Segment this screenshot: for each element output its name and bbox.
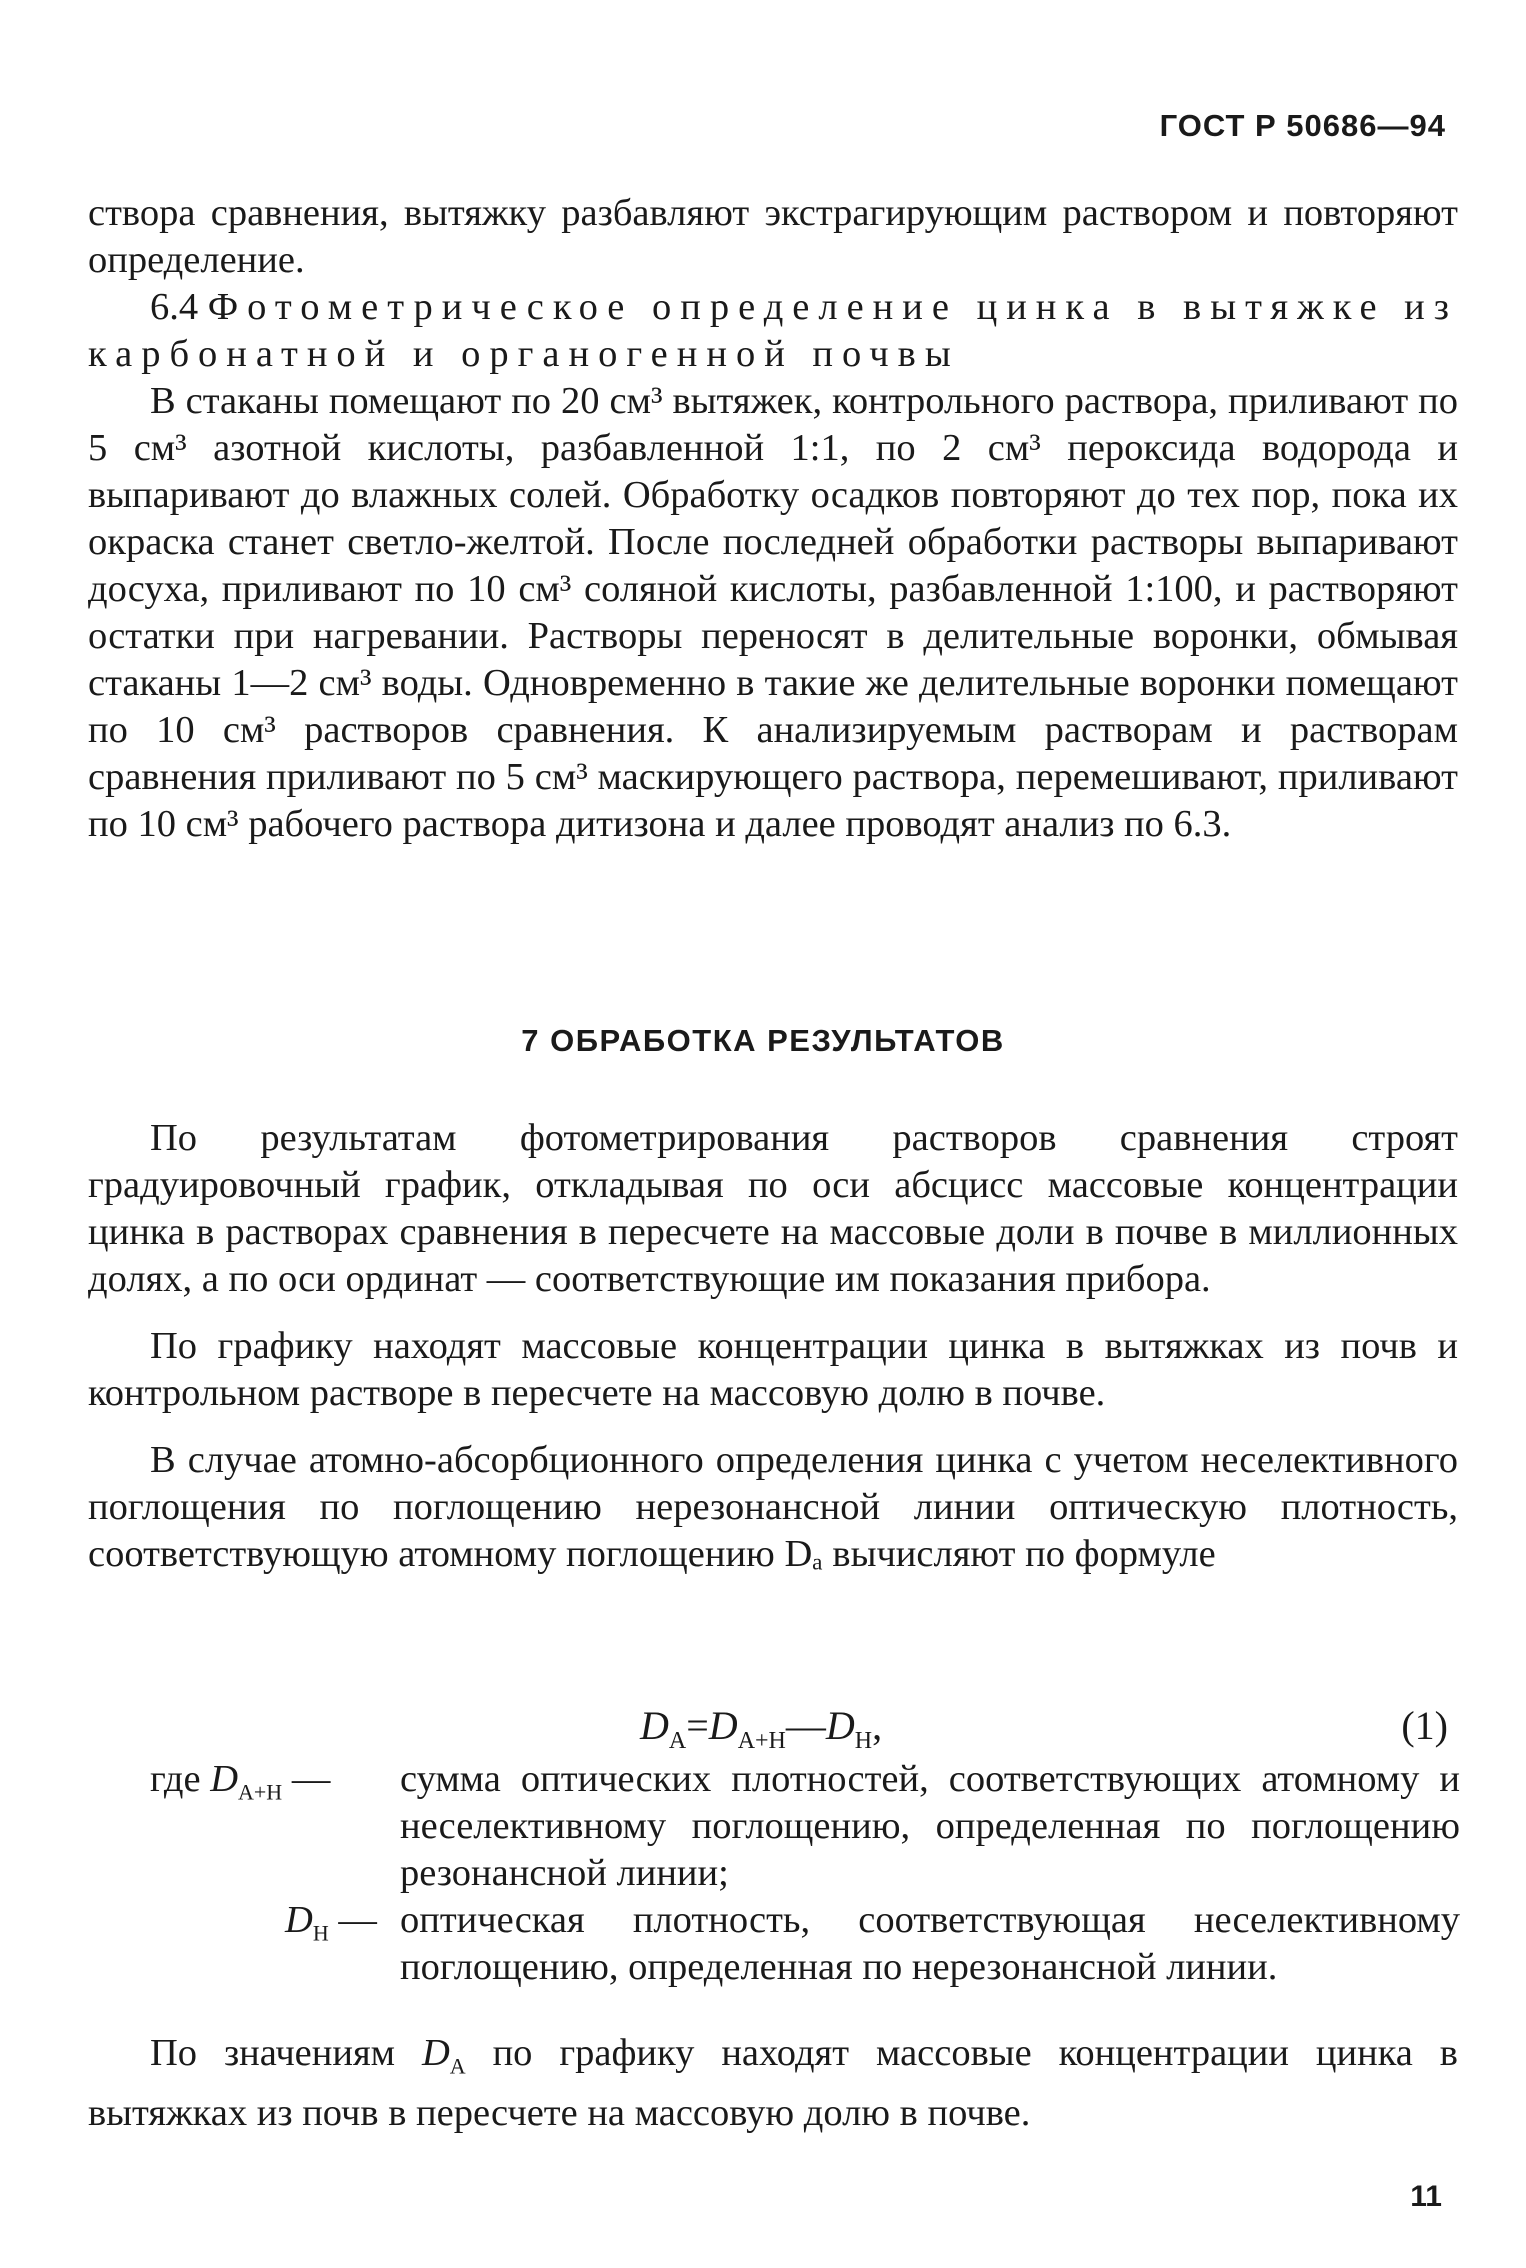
final-symbol: D — [421, 2032, 450, 2074]
where-def-1: сумма оптических плотностей, соответствующих атомному и неселективному поглощению, определенная по поглощению резонансной линии; — [400, 1758, 1460, 1894]
section-title: 7 ОБРАБОТКА РЕЗУЛЬТАТОВ — [521, 1023, 1005, 1058]
formula-sub-h: H — [854, 1728, 873, 1754]
where-block — [150, 1756, 1460, 1991]
formula-number: (1) — [1401, 1703, 1448, 1748]
top-section — [88, 190, 1458, 848]
formula-symbol-d-a: D — [640, 1703, 669, 1748]
paragraph-continuation: створа сравнения, вытяжку разбавляют экстрагирующим раствором и повторяют определение. — [88, 192, 1458, 281]
paragraph-graph: По результатам фотометрирования растворов сравнения строят градуировочный график, откладывая по оси абсцисс массовые концентрации цинка в растворах сравнения в пересчете на массовые доли в почве в миллионных долях, а по оси ординат — соответствующие им показания прибора. — [88, 1117, 1458, 1300]
subsection-title: Фотометрическое определение цинка в вытяжке из карбонатной и органогенной почвы — [88, 286, 1458, 375]
where-term-2 — [285, 1897, 377, 1957]
subsection-heading — [88, 284, 1458, 378]
where-row-2 — [150, 1897, 1460, 1991]
formula-symbol-d-h: D — [825, 1703, 855, 1748]
paragraph-procedure: В стаканы помещают по 20 см³ вытяжек, контрольного раствора, приливают по 5 см³ азотной кислоты, разбавленной 1:1, по 2 см³ пероксида водорода и выпаривают до влажных солей. Обработку осадков повторяют до тех пор, пока их окраска станет светло-желтой. После последней обработки растворы выпаривают досуха, приливают по 10 см³ соляной кислоты, разбавленной 1:100, и растворяют остатки при нагревании. Растворы переносят в делительные воронки, обмывая стаканы 1—2 см³ воды. Одновременно в такие же делительные воронки помещают по 10 см³ растворов сравнения. К анализируемым растворам и растворам сравнения приливают по 5 см³ маскирующего раствора, перемешивают, приливают по 10 см³ рабочего раствора дитизона и далее проводят анализ по 6.3. — [88, 380, 1458, 845]
term2-sub: H — [312, 1920, 329, 1946]
where-term-1 — [150, 1756, 330, 1816]
where-def-2: оптическая плотность, соответствующая неселективному поглощению, определенная по нерезонансной линии. — [400, 1899, 1460, 1988]
term2-symbol: D — [285, 1899, 313, 1941]
final-text-after: по графику находят массовые концентрации цинка в вытяжках из почв в пересчете на массовую долю в почве. — [88, 2032, 1458, 2134]
paragraph-atomic: В случае атомно-абсорбционного определения цинка с учетом неселективного поглощения по поглощению нерезонансной линии оптическую плотность, соответствующую атомному поглощению Dₐ вычисляют по формуле — [88, 1439, 1458, 1575]
standard-code-header: ГОСТ Р 50686—94 — [1159, 108, 1446, 143]
paragraph-find: По графику находят массовые концентрации цинка в вытяжках из почв и контрольном растворе в пересчете на массовую долю в почве. — [88, 1325, 1458, 1414]
final-text-before: По значениям — [150, 2032, 396, 2074]
term1-symbol: D — [210, 1758, 238, 1800]
term2-dash: — — [338, 1899, 377, 1941]
where-lead: где — [150, 1758, 201, 1800]
term1-dash: — — [291, 1758, 331, 1800]
formula-equals: = — [686, 1703, 709, 1748]
subsection-number: 6.4 — [150, 286, 199, 328]
formula-sub-ah: A+H — [737, 1728, 786, 1754]
formula-symbol-d-ah: D — [708, 1703, 738, 1748]
where-row-1 — [150, 1756, 1460, 1897]
final-sub: A — [449, 2053, 466, 2079]
formula-minus: — — [785, 1703, 826, 1748]
final-paragraph — [88, 2030, 1458, 2137]
term1-sub: A+H — [238, 1779, 283, 1805]
formula-1 — [640, 1702, 882, 1755]
section7-body — [88, 1115, 1458, 1578]
formula-sub-a: A — [668, 1728, 687, 1754]
page-number: 11 — [1410, 2180, 1442, 2213]
formula-comma: , — [872, 1703, 883, 1748]
final-paragraph-text — [88, 2030, 1458, 2137]
